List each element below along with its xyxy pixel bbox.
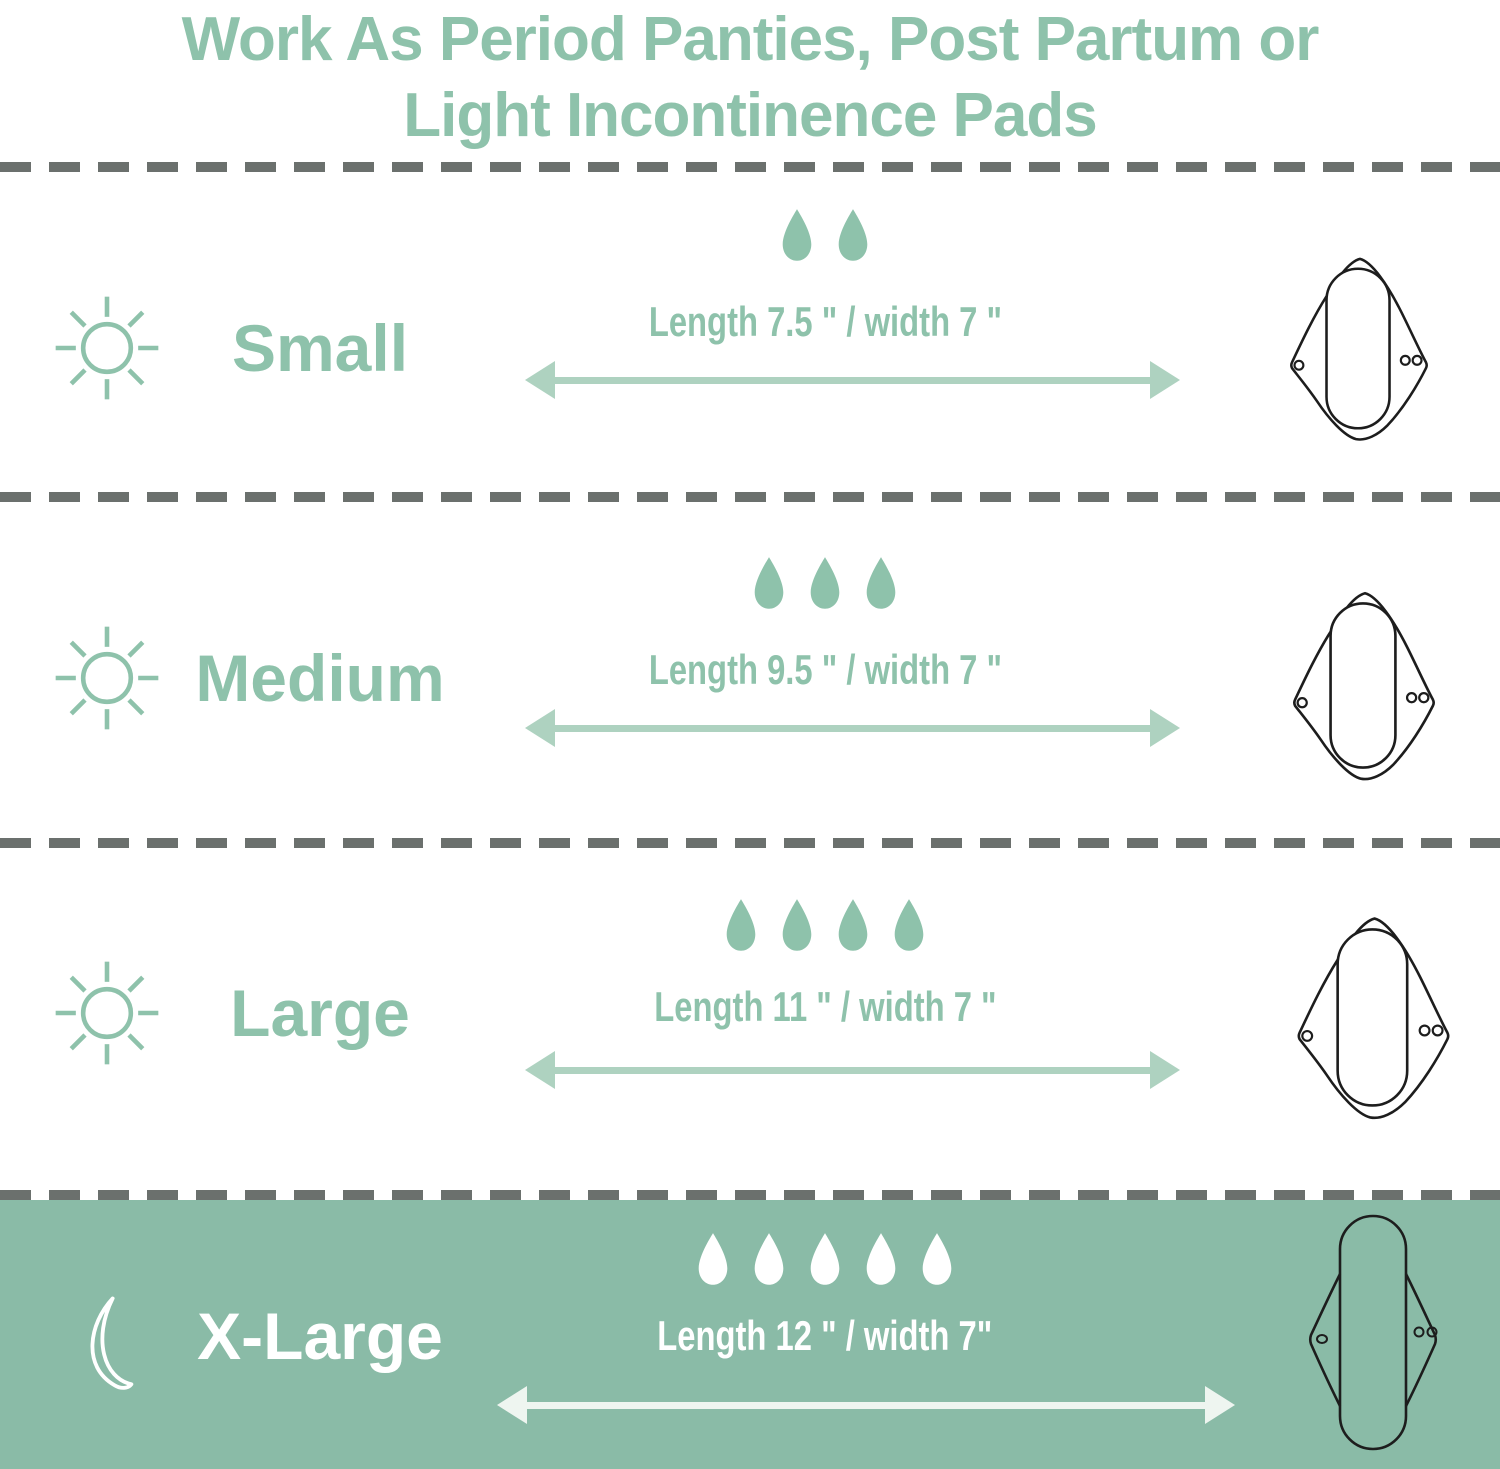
water-drop-icon <box>833 208 873 263</box>
sun-icon <box>52 293 162 403</box>
title-line-2: Light Incontinence Pads <box>403 81 1097 150</box>
water-drop-icon <box>833 898 873 953</box>
absorbency-drops <box>495 898 1155 953</box>
title-line-1: Work As Period Panties, Post Partum or <box>181 5 1319 74</box>
water-drop-icon <box>917 1232 957 1287</box>
dashed-divider <box>0 492 1500 502</box>
water-drop-icon <box>777 208 817 263</box>
length-arrow <box>525 709 1180 747</box>
pad-illustration <box>1302 1212 1443 1453</box>
water-drop-icon <box>889 898 929 953</box>
water-drop-icon <box>749 1232 789 1287</box>
pad-illustration <box>1288 572 1440 800</box>
water-drop-icon <box>721 898 761 953</box>
dimensions-text: Length 7.5 " / width 7 " <box>648 298 1002 345</box>
size-row-xlarge <box>0 1200 1500 1469</box>
dashed-divider <box>0 838 1500 848</box>
water-drop-icon <box>805 556 845 611</box>
dashed-divider <box>0 1190 1500 1200</box>
pad-illustration <box>1285 253 1433 445</box>
length-arrow <box>525 361 1180 399</box>
water-drop-icon <box>805 1232 845 1287</box>
water-drop-icon <box>861 556 901 611</box>
size-label: Large <box>230 976 410 1050</box>
page-title <box>0 0 1500 162</box>
length-arrow <box>525 1051 1180 1089</box>
dashed-divider <box>0 162 1500 172</box>
length-arrow <box>497 1386 1235 1424</box>
size-label: Medium <box>195 641 445 715</box>
size-row-large <box>0 848 1500 1190</box>
pad-illustration <box>1292 893 1455 1143</box>
size-row-medium <box>0 502 1500 838</box>
dimensions-text: Length 11 " / width 7 " <box>653 983 997 1030</box>
water-drop-icon <box>693 1232 733 1287</box>
dimensions-text: Length 12 " / width 7" <box>657 1312 993 1359</box>
water-drop-icon <box>749 556 789 611</box>
absorbency-drops <box>495 556 1155 611</box>
water-drop-icon <box>861 1232 901 1287</box>
water-drop-icon <box>777 898 817 953</box>
moon-icon <box>75 1295 135 1397</box>
sun-icon <box>52 958 162 1068</box>
sun-icon <box>52 623 162 733</box>
dimensions-text: Length 9.5 " / width 7 " <box>648 646 1002 693</box>
size-label: X-Large <box>197 1299 443 1373</box>
absorbency-drops <box>495 1232 1155 1287</box>
size-label: Small <box>231 311 409 385</box>
absorbency-drops <box>495 208 1155 263</box>
size-row-small <box>0 172 1500 492</box>
